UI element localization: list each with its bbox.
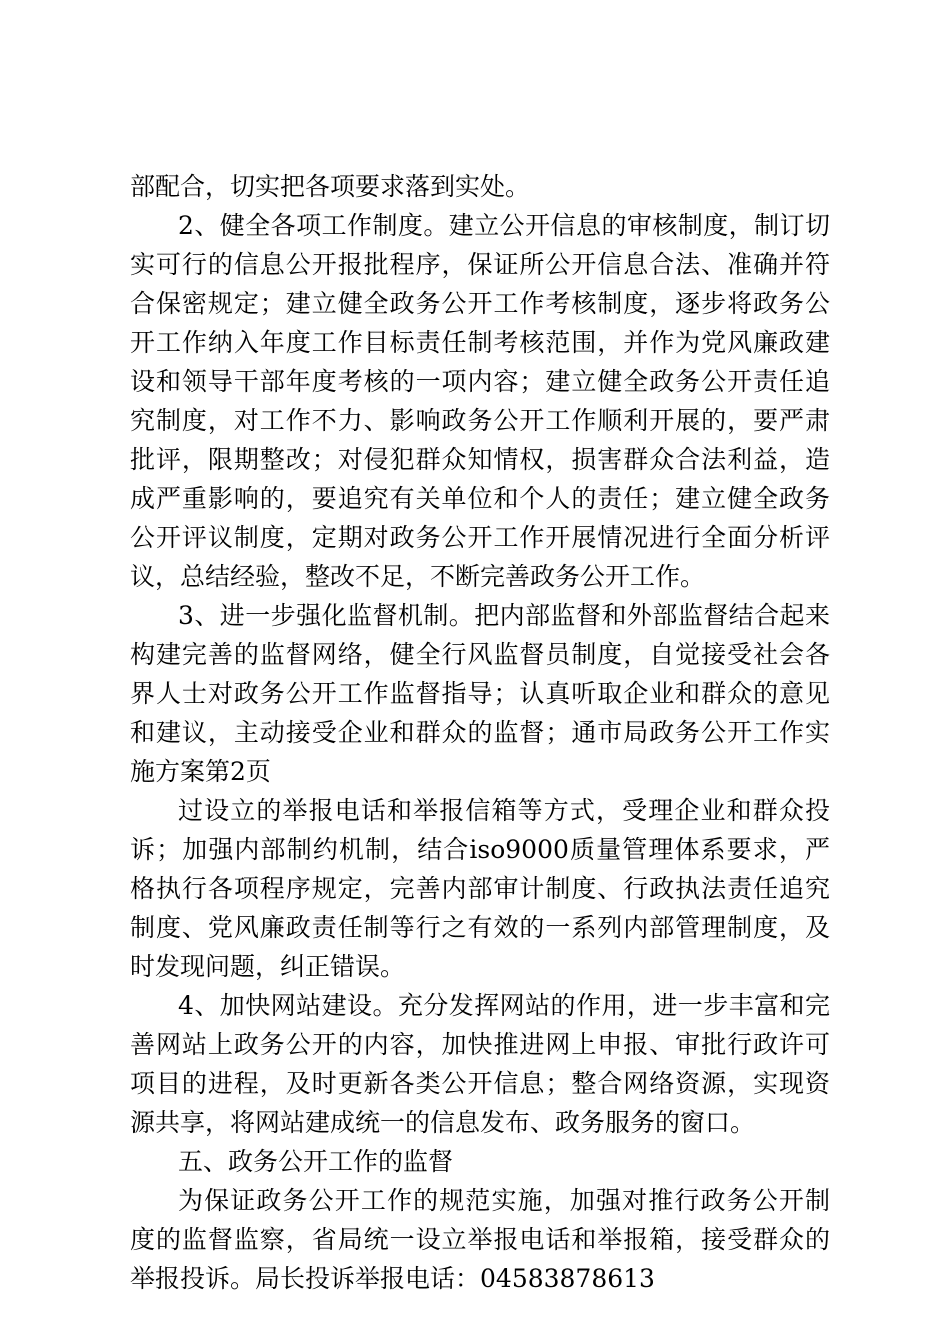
text-line: 界人士对政务公开工作监督指导；认真听取企业和群众的意见	[130, 679, 830, 708]
text-line: 成严重影响的，要追究有关单位和个人的责任；建立健全政务	[130, 484, 830, 513]
text-line: 度的监督监察，省局统一设立举报电话和举报箱，接受群众的	[130, 1225, 830, 1254]
text-line: 制度、党风廉政责任制等行之有效的一系列内部管理制度，及	[130, 913, 830, 942]
text-line: 为保证政务公开工作的规范实施，加强对推行政务公开制	[178, 1186, 830, 1215]
text-line: 实可行的信息公开报批程序，保证所公开信息合法、准确并符	[130, 250, 830, 279]
text-line: 和建议，主动接受企业和群众的监督；通市局政务公开工作实	[130, 718, 830, 747]
text-line: 源共享，将网站建成统一的信息发布、政务服务的窗口。	[130, 1108, 756, 1137]
text-line: 设和领导干部年度考核的一项内容；建立健全政务公开责任追	[130, 367, 830, 396]
text-line: 批评，限期整改；对侵犯群众知情权，损害群众合法利益，造	[130, 445, 830, 474]
text-line: 公开评议制度，定期对政务公开工作开展情况进行全面分析评	[130, 523, 830, 552]
text-line: 构建完善的监督网络，健全行风监督员制度，自觉接受社会各	[130, 640, 830, 669]
text-line: 举报投诉。局长投诉举报电话：04583878613	[130, 1264, 655, 1293]
text-line: 格执行各项程序规定，完善内部审计制度、行政执法责任追究	[130, 874, 830, 903]
text-line: 4、加快网站建设。充分发挥网站的作用，进一步丰富和完	[178, 991, 830, 1020]
text-line: 过设立的举报电话和举报信箱等方式，受理企业和群众投	[178, 796, 830, 825]
text-line: 议，总结经验，整改不足，不断完善政务公开工作。	[130, 562, 706, 591]
text-line: 3、进一步强化监督机制。把内部监督和外部监督结合起来	[178, 601, 830, 630]
text-line: 合保密规定；建立健全政务公开工作考核制度，逐步将政务公	[130, 289, 830, 318]
text-line: 项目的进程，及时更新各类公开信息；整合网络资源，实现资	[130, 1069, 830, 1098]
text-line: 究制度，对工作不力、影响政务公开工作顺利开展的，要严肃	[130, 406, 830, 435]
text-line: 时发现问题，纠正错误。	[130, 952, 406, 981]
text-line: 善网站上政务公开的内容，加快推进网上申报、审批行政许可	[130, 1030, 830, 1059]
text-line: 2、健全各项工作制度。建立公开信息的审核制度，制订切	[178, 211, 830, 240]
section-heading: 五、政务公开工作的监督	[178, 1147, 454, 1176]
text-line: 部配合，切实把各项要求落到实处。	[130, 172, 531, 201]
text-line: 开工作纳入年度工作目标责任制考核范围，并作为党风廉政建	[130, 328, 830, 357]
text-line: 诉；加强内部制约机制，结合iso9000质量管理体系要求，严	[130, 835, 830, 864]
text-line: 施方案第2页	[130, 757, 271, 786]
